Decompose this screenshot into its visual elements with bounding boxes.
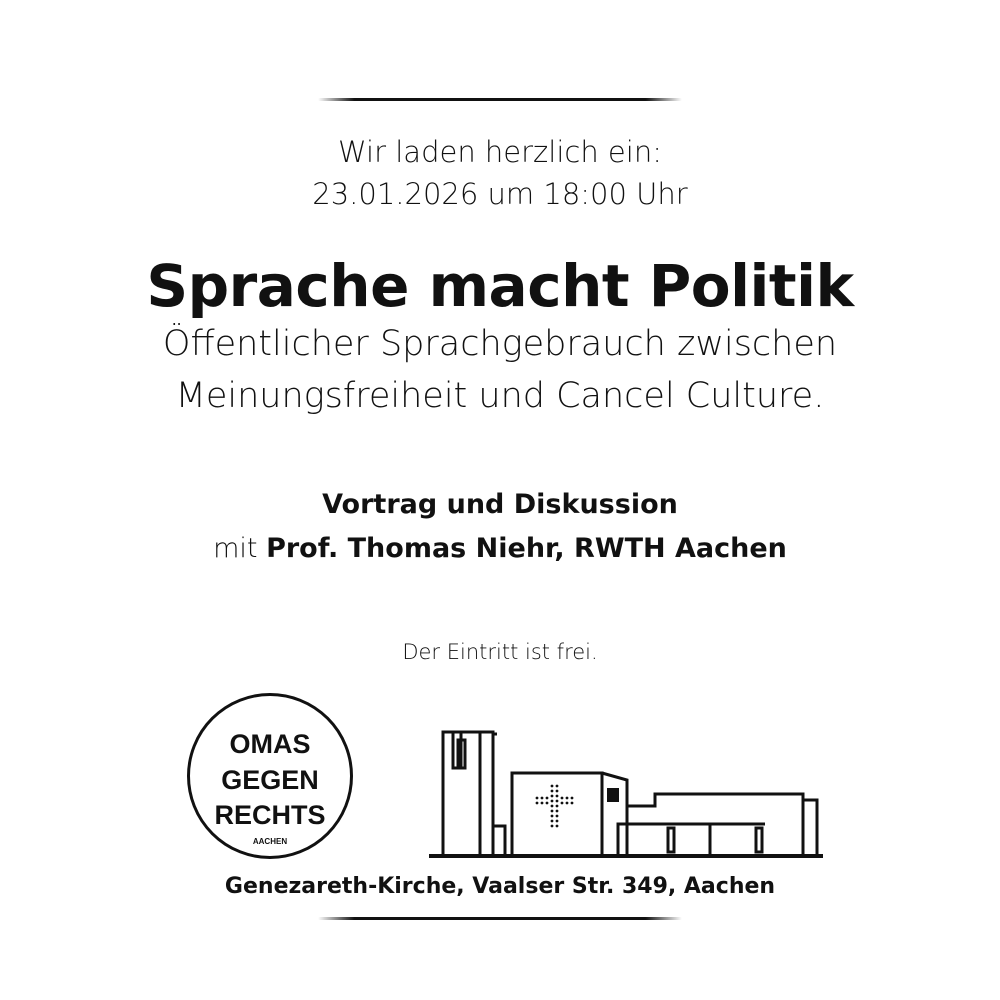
top-divider [318,98,682,101]
speaker-prefix: mit [213,533,267,564]
omas-gegen-rechts-logo [187,693,353,859]
church-icon [425,728,825,860]
speaker-name: Prof. Thomas Niehr, RWTH Aachen [266,533,787,564]
admission-note: Der Eintritt ist frei. [402,640,598,664]
speaker-line [0,531,1000,567]
logo-word-rechts: RECHTS [214,800,326,830]
subtitle-line-1: Öffentlicher Sprachgebrauch zwischen [162,324,838,364]
bottom-divider [318,917,682,920]
event-date-time: 23.01.2026 um 18:00 Uhr [312,177,688,211]
logo-word-omas: OMAS [229,729,311,759]
venue-address: Genezareth-Kirche, Vaalser Str. 349, Aachen [224,874,776,899]
event-title: Sprache macht Politik [146,252,854,320]
logo-word-gegen: GEGEN [221,765,319,795]
event-format: Vortrag und Diskussion [322,489,678,520]
logo-city: AACHEN [252,837,288,846]
invitation-line: Wir laden herzlich ein: [338,135,662,169]
subtitle-line-2: Meinungsfreiheit und Cancel Culture. [175,376,825,416]
